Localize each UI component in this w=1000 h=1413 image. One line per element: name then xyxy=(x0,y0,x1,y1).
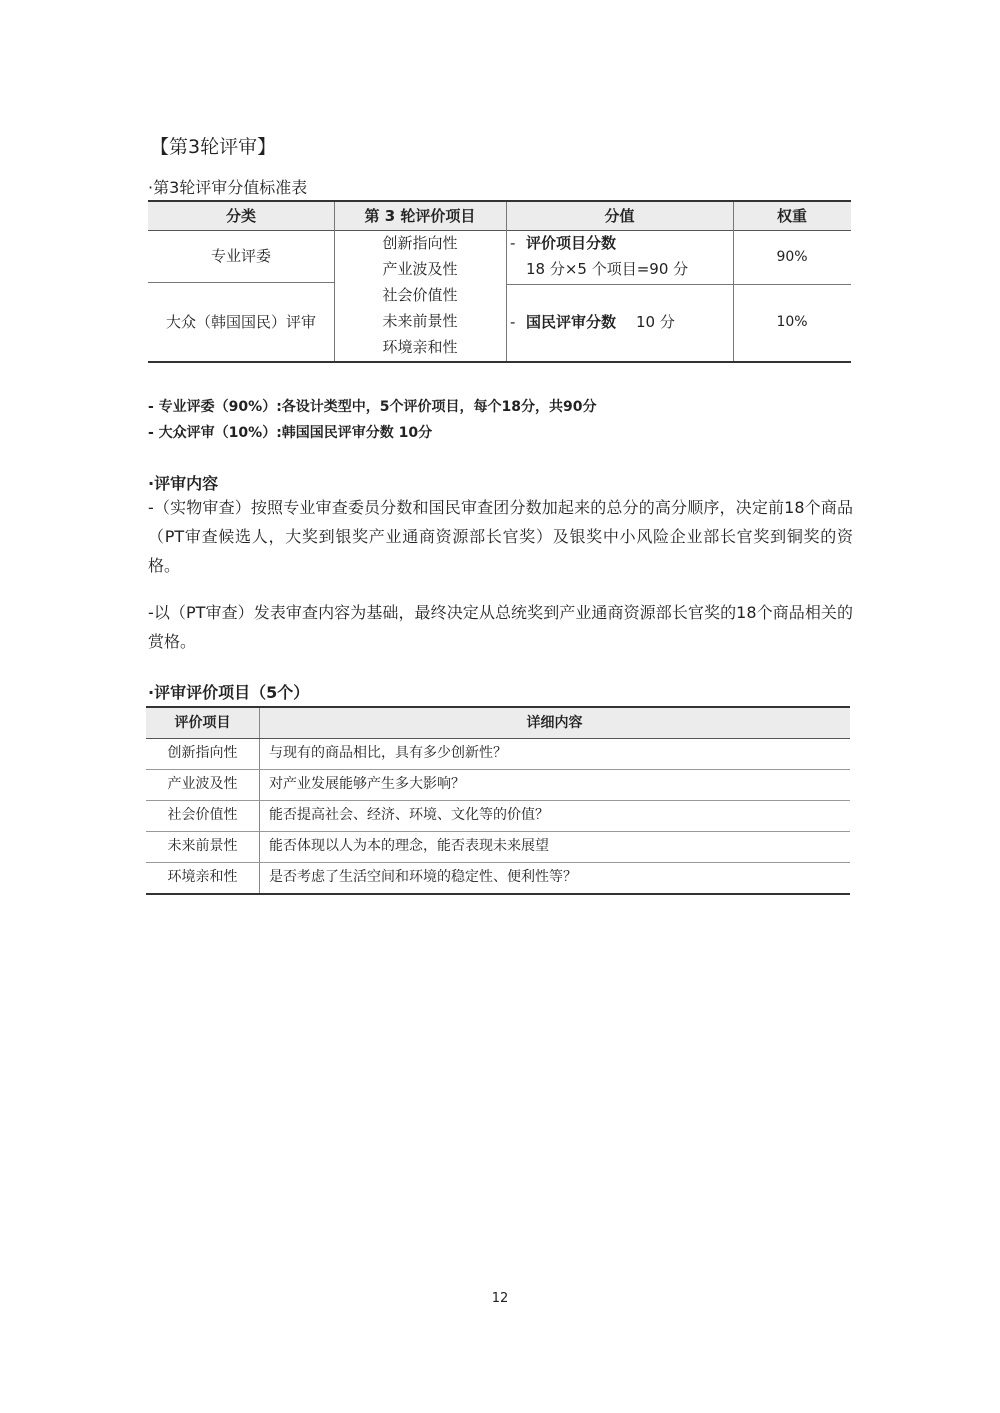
review-paragraph-1: -（实物审查）按照专业审查委员分数和国民审查团分数加起来的总分的高分顺序，决定前18个商品（PT审查候选人，大奖到银奖产业通商资源部长官奖）及银奖中小风险企业部长官奖到铜奖的资格。 xyxy=(148,498,853,575)
eval-item: 创新指向性 xyxy=(382,234,458,252)
table-row-item: 产业波及性 xyxy=(167,776,238,792)
table-row-item: 创新指向性 xyxy=(167,745,238,761)
table-row-item: 社会价值性 xyxy=(167,807,238,823)
table2-header-item: 评价项目 xyxy=(174,715,231,731)
eval-items-title: ·评审评价项目（5个） xyxy=(148,683,310,702)
score-standard-table xyxy=(148,200,851,363)
table-row-item: 未来前景性 xyxy=(167,838,238,854)
eval-items-table xyxy=(146,706,850,895)
eval-item: 产业波及性 xyxy=(382,260,458,278)
score-public-title: 国民评审分数 xyxy=(526,313,617,331)
table1-row-divider xyxy=(506,284,851,285)
table2-header-detail: 详细内容 xyxy=(526,715,583,731)
category-public: 大众（韩国国民）评审 xyxy=(165,313,316,331)
round-heading: 【第3轮评审】 xyxy=(150,136,277,158)
table1-row-divider xyxy=(148,282,334,283)
table-row-detail: 与现有的商品相比，具有多少创新性？ xyxy=(269,745,507,761)
table-row-item: 环境亲和性 xyxy=(167,869,238,885)
table1-header-weight: 权重 xyxy=(776,207,807,225)
table2-bottom-rule xyxy=(146,893,850,895)
weight-expert: 90% xyxy=(776,249,808,265)
page-number: 12 xyxy=(491,1291,509,1306)
table1-header-category: 分类 xyxy=(225,207,256,225)
table1-header-items: 第 3 轮评价项目 xyxy=(364,207,476,225)
score-notes xyxy=(148,394,597,446)
score-public-value: 10 分 xyxy=(636,313,675,331)
table1-caption: ·第3轮评审分值标准表 xyxy=(148,178,308,197)
note-public: - 大众评审（10%）:韩国国民评审分数 10分 xyxy=(148,425,433,441)
table-row-detail: 对产业发展能够产生多大影响？ xyxy=(269,776,465,792)
note-expert: - 专业评委（90%）:各设计类型中，5个评价项目，每个18分，共90分 xyxy=(148,399,597,415)
eval-item: 环境亲和性 xyxy=(382,338,458,356)
review-content-title: ·评审内容 xyxy=(148,474,219,493)
table-row-detail: 能否体现以人为本的理念，能否表现未来展望 xyxy=(269,838,549,854)
table-row-detail: 是否考虑了生活空间和环境的稳定性、便利性等？ xyxy=(269,869,577,885)
weight-public: 10% xyxy=(776,314,808,330)
category-expert: 专业评委 xyxy=(210,247,271,265)
review-paragraph-2: -以（PT审查）发表审查内容为基础，最终决定从总统奖到产业通商资源部长官奖的18个商品相关的赏格。 xyxy=(148,603,853,651)
table1-top-rule xyxy=(148,200,851,202)
score-expert-title: 评价项目分数 xyxy=(526,234,617,252)
table1-header-score: 分值 xyxy=(604,207,635,225)
score-expert-detail: 18 分×5 个项目=90 分 xyxy=(526,260,689,278)
dash-marker: - xyxy=(510,234,516,252)
table-row-detail: 能否提高社会、经济、环境、文化等的价值？ xyxy=(269,807,549,823)
eval-item: 社会价值性 xyxy=(382,286,458,304)
dash-marker: - xyxy=(510,313,516,331)
table1-bottom-rule xyxy=(148,361,851,363)
eval-item: 未来前景性 xyxy=(382,312,458,330)
